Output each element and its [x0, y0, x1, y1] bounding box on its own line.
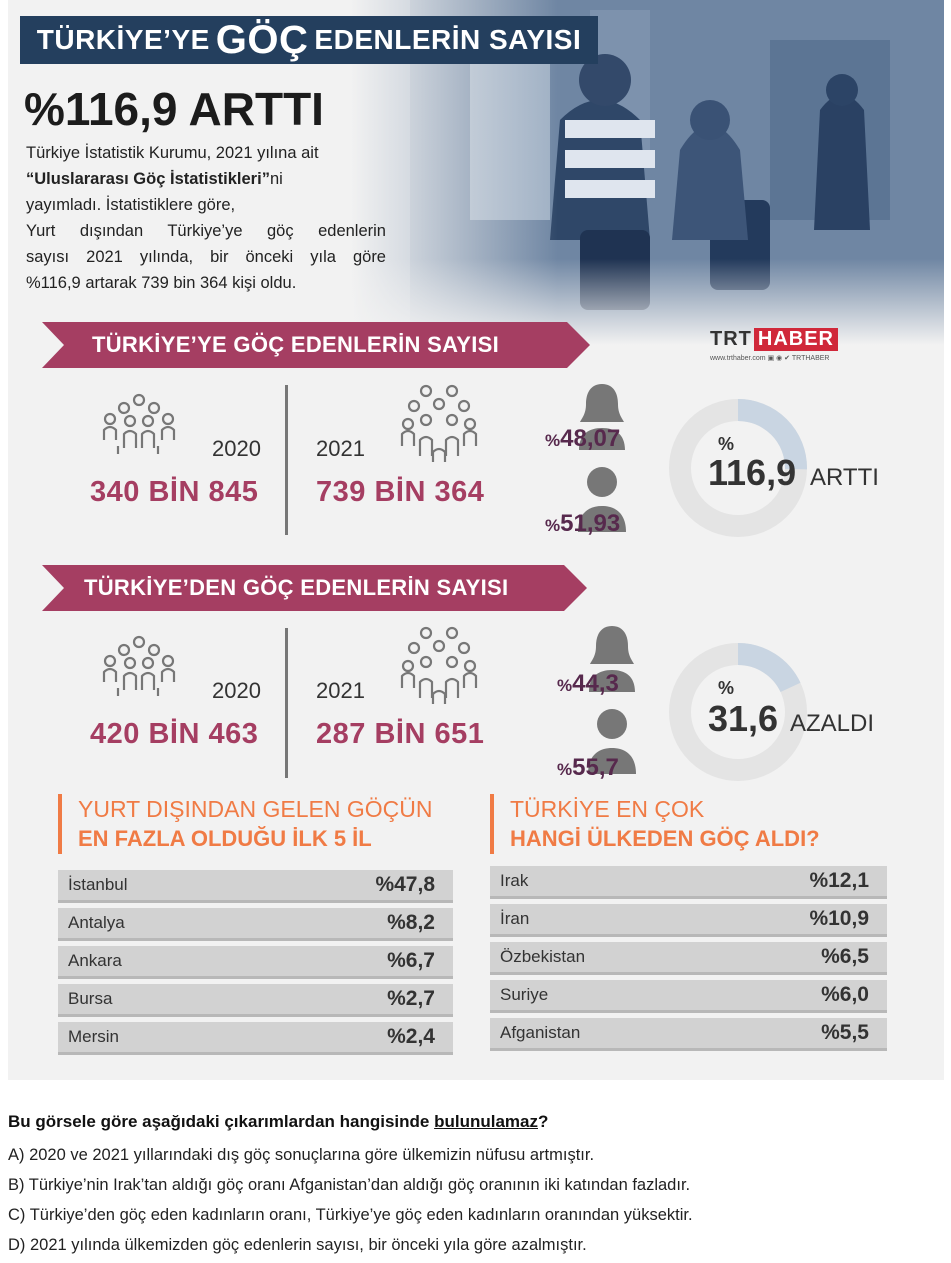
divider [285, 628, 288, 778]
table-row [490, 1018, 887, 1051]
countries-heading-line1: TÜRKİYE EN ÇOK [510, 796, 705, 822]
country-value: %6,5 [821, 945, 869, 968]
country-name: İran [500, 909, 530, 928]
emigration-male-pct [557, 754, 619, 782]
immigration-change-word: ARTTI [810, 464, 879, 491]
table-row [58, 908, 453, 941]
cities-heading-line1: YURT DIŞINDAN GELEN GÖÇÜN [78, 796, 433, 822]
main-title [20, 16, 598, 64]
year-2020: 2020 [212, 678, 261, 703]
country-name: Suriye [500, 985, 549, 1004]
percent-sign: % [545, 516, 561, 535]
trt-haber-logo [710, 328, 890, 362]
countries-heading [490, 794, 820, 854]
city-value: %6,7 [387, 949, 435, 972]
headline: %116,9 ARTTI [24, 83, 324, 135]
title-part-2: GÖÇ [215, 17, 309, 62]
logo-trt: TRT [710, 328, 752, 350]
intro-line-rest: ni [269, 170, 283, 188]
question-mark: ? [538, 1112, 549, 1131]
question-stem [8, 1112, 548, 1132]
city-value: %47,8 [375, 873, 435, 896]
option-b[interactable]: B) Türkiye’nin Irak’tan aldığı göç oranı Afganistan’dan aldığı göç oranının iki katından fazladır. [8, 1176, 691, 1194]
country-name: Afganistan [500, 1023, 581, 1042]
title-part-1: TÜRKİYE’YE [36, 24, 210, 55]
table-row [490, 942, 887, 975]
immigration-male-pct [545, 510, 620, 538]
emigration-banner-text: TÜRKİYE’DEN GÖÇ EDENLERİN SAYISI [84, 575, 509, 600]
countries-table [490, 866, 887, 1056]
cities-heading-line2: EN FAZLA OLDUĞU İLK 5 İL [78, 826, 372, 851]
table-row [490, 904, 887, 937]
year-2021: 2021 [316, 678, 365, 703]
question-keyword: bulunulamaz [434, 1112, 538, 1131]
female-value: 48,07 [560, 425, 621, 452]
table-row [58, 870, 453, 903]
intro-line [26, 166, 386, 192]
country-value: %10,9 [809, 907, 869, 930]
female-value: 44,3 [572, 670, 619, 697]
intro-line: sayısı 2021 yılında, bir önceki yıla göre [26, 248, 386, 266]
city-value: %2,7 [387, 987, 435, 1010]
intro-line: yayımladı. İstatistiklere göre, [26, 196, 236, 214]
people-crowd-icon [400, 384, 478, 464]
male-value: 51,93 [560, 510, 621, 537]
cities-heading [58, 794, 432, 854]
city-name: Bursa [68, 989, 113, 1008]
country-name: Irak [500, 871, 529, 890]
table-row [490, 980, 887, 1013]
cities-table [58, 870, 453, 1060]
emigration-2021-value: 287 BİN 651 [316, 718, 485, 750]
option-a[interactable]: A) 2020 ve 2021 yıllarındaki dış göç sonuçlarına göre ülkemizin nüfusu artmıştır. [8, 1146, 595, 1164]
emigration-female-pct [557, 670, 619, 698]
option-d[interactable]: D) 2021 yılında ülkemizden göç edenlerin sayısı, bir önceki yıla göre azalmıştır. [8, 1236, 587, 1254]
immigration-female-pct [545, 425, 620, 453]
intro-line: Yurt dışından Türkiye’ye göç edenlerin [26, 222, 386, 240]
percent-sign: % [718, 434, 735, 454]
immigration-banner-text: TÜRKİYE’YE GÖÇ EDENLERİN SAYISI [92, 332, 500, 357]
countries-heading-line2: HANGİ ÜLKEDEN GÖÇ ALDI? [510, 826, 820, 851]
country-value: %12,1 [809, 869, 869, 892]
people-group-icon [100, 392, 178, 462]
city-name: Ankara [68, 951, 122, 970]
table-row [58, 1022, 453, 1055]
intro-bold: “Uluslararası Göç İstatistikleri” [26, 170, 270, 188]
title-part-3: EDENLERİN SAYISI [314, 24, 582, 55]
option-c[interactable]: C) Türkiye’den göç eden kadınların oranı, Türkiye’ye göç eden kadınların oranından yüksektir. [8, 1206, 693, 1224]
people-group-icon [100, 634, 178, 704]
country-value: %6,0 [821, 983, 869, 1006]
logo-subtext: www.trthaber.com ▣ ◉ ✔ TRTHABER [710, 355, 830, 362]
emigration-change-value: 31,6 [708, 698, 779, 739]
logo-haber: HABER [754, 328, 838, 351]
immigration-2021-value: 739 BİN 364 [316, 476, 485, 508]
year-2020: 2020 [212, 436, 261, 461]
intro-line: Türkiye İstatistik Kurumu, 2021 yılına ait [26, 144, 319, 162]
city-value: %2,4 [387, 1025, 435, 1048]
question-text: Bu görsele göre aşağıdaki çıkarımlardan hangisinde [8, 1112, 435, 1131]
emigration-change-word: AZALDI [790, 710, 875, 737]
emigration-2020-value: 420 BİN 463 [90, 718, 259, 750]
intro-paragraph [26, 140, 386, 296]
male-value: 55,7 [572, 754, 619, 781]
city-name: Antalya [68, 913, 125, 932]
people-crowd-icon [400, 626, 478, 706]
city-value: %8,2 [387, 911, 435, 934]
country-name: Özbekistan [500, 947, 586, 966]
percent-sign: % [557, 676, 573, 695]
city-name: Mersin [68, 1027, 120, 1046]
immigration-banner [42, 322, 590, 368]
immigration-2020-value: 340 BİN 845 [90, 476, 259, 508]
percent-sign: % [557, 760, 573, 779]
divider [285, 385, 288, 535]
immigration-change-value: 116,9 [708, 452, 797, 493]
table-row [490, 866, 887, 899]
percent-sign: % [718, 678, 735, 698]
city-name: İstanbul [68, 875, 128, 894]
year-2021: 2021 [316, 436, 365, 461]
table-row [58, 984, 453, 1017]
emigration-banner [42, 565, 587, 611]
country-value: %5,5 [821, 1021, 869, 1044]
intro-line: %116,9 artarak 739 bin 364 kişi oldu. [26, 274, 297, 292]
table-row [58, 946, 453, 979]
percent-sign: % [545, 431, 561, 450]
